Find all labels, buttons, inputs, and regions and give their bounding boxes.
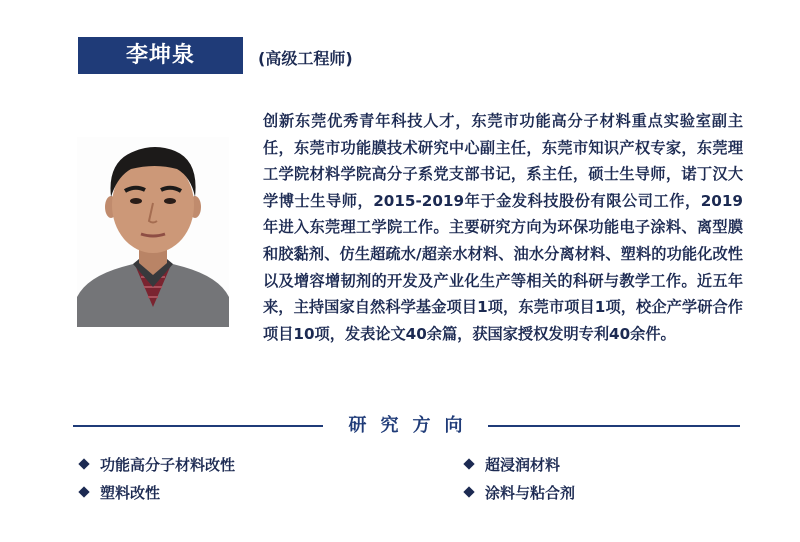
research-item — [80, 455, 235, 475]
section-divider-right — [488, 425, 740, 427]
diamond-bullet-icon — [78, 486, 89, 497]
name-badge — [78, 37, 243, 74]
section-divider-left — [73, 425, 323, 427]
person-name: 李坤泉 — [125, 43, 195, 68]
diamond-bullet-icon — [463, 458, 474, 469]
research-heading: 研究方向 — [348, 415, 477, 436]
research-item-label: 塑料改性 — [100, 484, 161, 502]
research-item-label: 涂料与粘合剂 — [485, 484, 576, 502]
research-item — [80, 483, 160, 503]
diamond-bullet-icon — [78, 458, 89, 469]
biography-paragraph: 创新东莞优秀青年科技人才，东莞市功能高分子材料重点实验室副主任，东莞市功能膜技术研究中心副主任，东莞市知识产权专家，东莞理工学院材料学院高分子系党支部书记，系主任，硕士生导师，诺丁汉大学博士生导师，2015-2019年于金发科技股份有限公司工作，2019年进入东莞理工学院工作。主要研究方向为环保功能电子涂料、离型膜和胶黏剂、仿生超疏水/超亲水材料、油水分离材料、塑料的功能化改性以及增容增韧剂的开发及产业化生产等相关的科研与教学工作。近五年来，主持国家自然科学基金项目1项，东莞市项目1项，校企产学研合作项目10项，发表论文40余篇，获国家授权发明专利40余件。 — [263, 112, 743, 343]
research-item-label: 功能高分子材料改性 — [100, 456, 236, 474]
person-title: (高级工程师) — [258, 49, 353, 68]
portrait-photo — [77, 137, 229, 327]
research-item — [465, 455, 560, 475]
research-item — [465, 483, 575, 503]
diamond-bullet-icon — [463, 486, 474, 497]
research-item-label: 超浸润材料 — [485, 456, 561, 474]
